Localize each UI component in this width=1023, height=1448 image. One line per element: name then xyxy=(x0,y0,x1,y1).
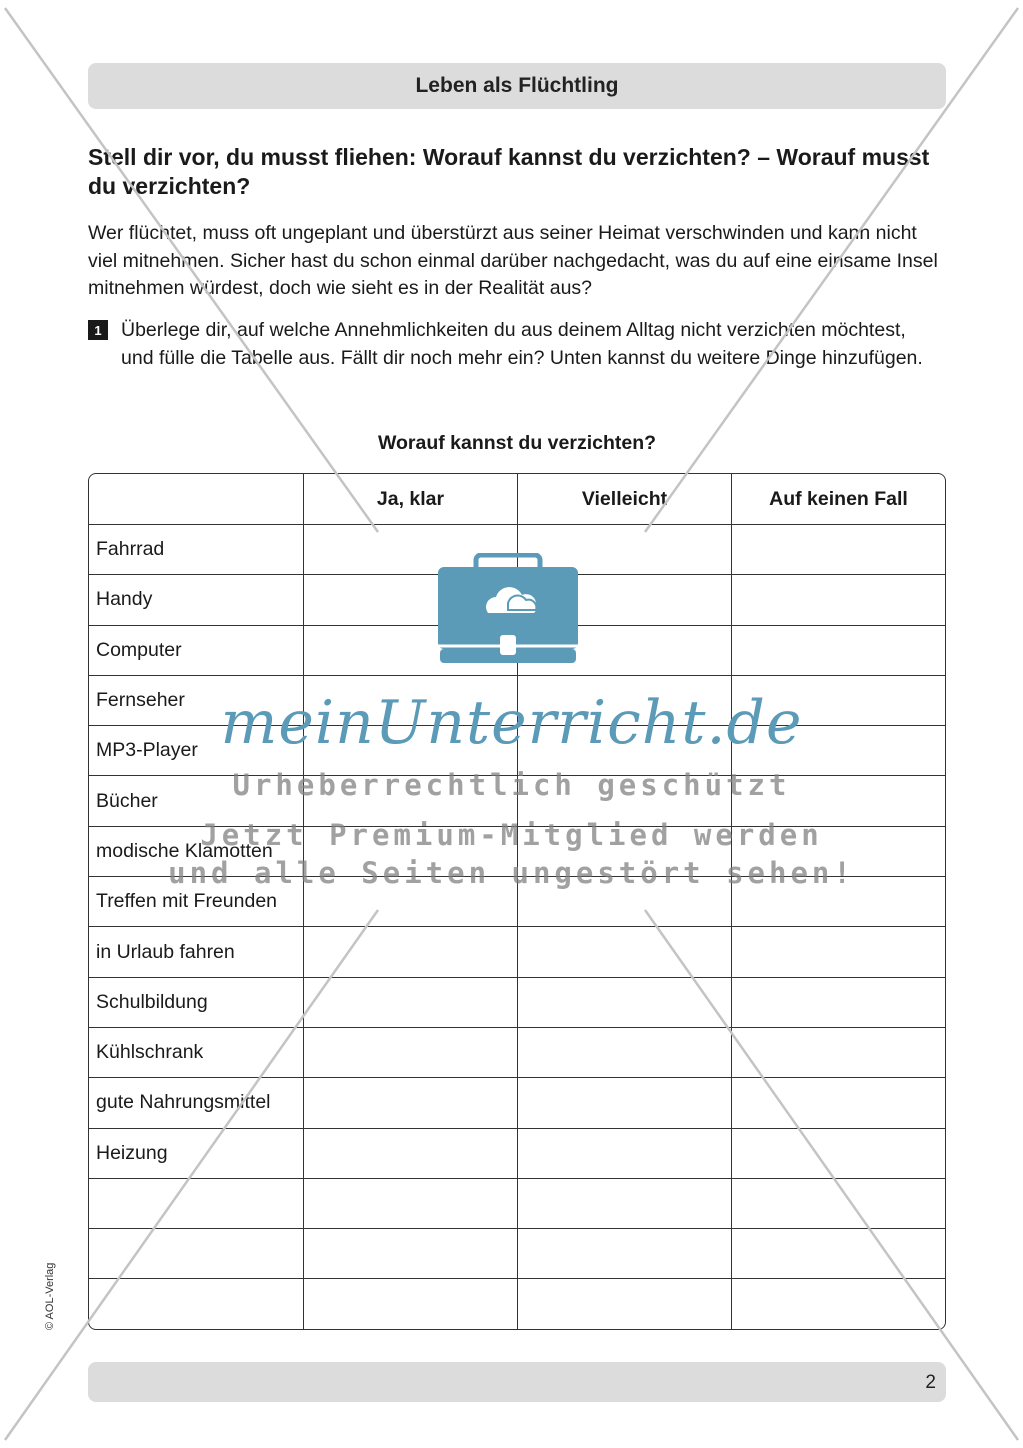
header-cell-empty xyxy=(89,474,303,524)
row-label: Treffen mit Freunden xyxy=(96,890,278,913)
watermark-line-2: Jetzt Premium-Mitglied werden xyxy=(200,818,823,852)
answer-cell-maybe[interactable] xyxy=(517,1028,731,1077)
answer-cell-no-way[interactable] xyxy=(731,1028,945,1077)
answer-cell-no-way[interactable] xyxy=(731,1179,945,1228)
watermark-line-1: Urheberrechtlich geschützt xyxy=(232,768,791,802)
answer-cell-no-way[interactable] xyxy=(731,1229,945,1278)
answer-cell-maybe[interactable] xyxy=(517,1229,731,1278)
answer-cell-no-way[interactable] xyxy=(731,927,945,976)
answer-cell-yes[interactable] xyxy=(303,1078,517,1127)
table-row xyxy=(89,1178,945,1228)
row-label xyxy=(89,1279,303,1328)
answer-cell-yes[interactable] xyxy=(303,1028,517,1077)
answer-cell-yes[interactable] xyxy=(303,927,517,976)
header-title: Leben als Flüchtling xyxy=(415,74,619,97)
table-row xyxy=(89,1278,945,1328)
answer-cell-yes[interactable] xyxy=(303,978,517,1027)
header-bar xyxy=(88,63,946,109)
answer-cell-yes[interactable] xyxy=(303,1129,517,1178)
answer-cell-maybe[interactable] xyxy=(517,1279,731,1328)
row-label: Computer xyxy=(96,638,182,661)
answer-cell-no-way[interactable] xyxy=(731,1129,945,1178)
row-label: Heizung xyxy=(96,1141,168,1164)
answer-cell-maybe[interactable] xyxy=(517,978,731,1027)
row-label: Schulbildung xyxy=(96,990,208,1013)
answer-cell-yes[interactable] xyxy=(303,1229,517,1278)
header-cell-maybe: Vielleicht xyxy=(517,474,731,524)
watermark-brand: meinUnterricht.de xyxy=(220,688,803,758)
table-row xyxy=(89,926,945,976)
task-1 xyxy=(88,316,948,372)
row-label: gute Nahrungsmittel xyxy=(96,1091,271,1114)
briefcase-cloud-icon xyxy=(438,553,578,665)
copyright-note: © AOL-Verlag xyxy=(44,1262,56,1330)
footer-bar xyxy=(88,1362,946,1402)
row-label: Handy xyxy=(96,588,153,611)
table-title: Worauf kannst du verzichten? xyxy=(377,432,657,454)
header-cell-no-way: Auf keinen Fall xyxy=(731,474,945,524)
table-row xyxy=(89,1027,945,1077)
row-label: Bücher xyxy=(96,789,158,812)
answer-cell-no-way[interactable] xyxy=(731,626,945,675)
answer-cell-no-way[interactable] xyxy=(731,1078,945,1127)
answer-cell-no-way[interactable] xyxy=(731,525,945,574)
row-label: Fernseher xyxy=(96,689,185,712)
watermark-line-3: und alle Seiten ungestört sehen! xyxy=(168,856,855,890)
page-number: 2 xyxy=(925,1372,936,1393)
answer-cell-yes[interactable] xyxy=(303,1179,517,1228)
answer-cell-maybe[interactable] xyxy=(517,1129,731,1178)
row-label xyxy=(89,1179,303,1228)
row-label: Fahrrad xyxy=(96,538,165,561)
answer-cell-no-way[interactable] xyxy=(731,978,945,1027)
header-cell-yes: Ja, klar xyxy=(303,474,517,524)
row-label: modische Klamotten xyxy=(96,839,273,862)
row-label xyxy=(89,1229,303,1278)
row-label: MP3-Player xyxy=(96,739,198,762)
table-row xyxy=(89,1228,945,1278)
row-label: in Urlaub fahren xyxy=(96,940,235,963)
table-row xyxy=(89,1128,945,1178)
row-label: Kühlschrank xyxy=(96,1041,204,1064)
intro-text: Wer flüchtet, muss oft ungeplant und überstürzt aus seiner Heimat verschwinden und kann nicht viel mitnehmen. Sicher hast du schon einmal darüber nachgedacht, was du auf eine einsame Insel mitnehmen würdest, doch wie sieht es in der Realität aus? xyxy=(88,222,938,299)
task-number-badge: 1 xyxy=(88,320,108,340)
answer-cell-yes[interactable] xyxy=(303,1279,517,1328)
table-row xyxy=(89,1077,945,1127)
answer-cell-maybe[interactable] xyxy=(517,927,731,976)
answer-cell-maybe[interactable] xyxy=(517,1179,731,1228)
answer-cell-maybe[interactable] xyxy=(517,1078,731,1127)
answer-cell-no-way[interactable] xyxy=(731,575,945,624)
table-row xyxy=(89,977,945,1027)
answer-cell-no-way[interactable] xyxy=(731,1279,945,1328)
headline: Stell dir vor, du musst fliehen: Worauf kannst du verzichten? – Worauf musst du verzichten? xyxy=(88,144,930,199)
table-header-row xyxy=(89,474,945,524)
task-text: Überlege dir, auf welche Annehmlichkeiten du aus deinem Alltag nicht verzichten möchtest, und fülle die Tabelle aus. Fällt dir noch mehr ein? Unten kannst du weitere Dinge hinzufügen. xyxy=(121,319,923,369)
